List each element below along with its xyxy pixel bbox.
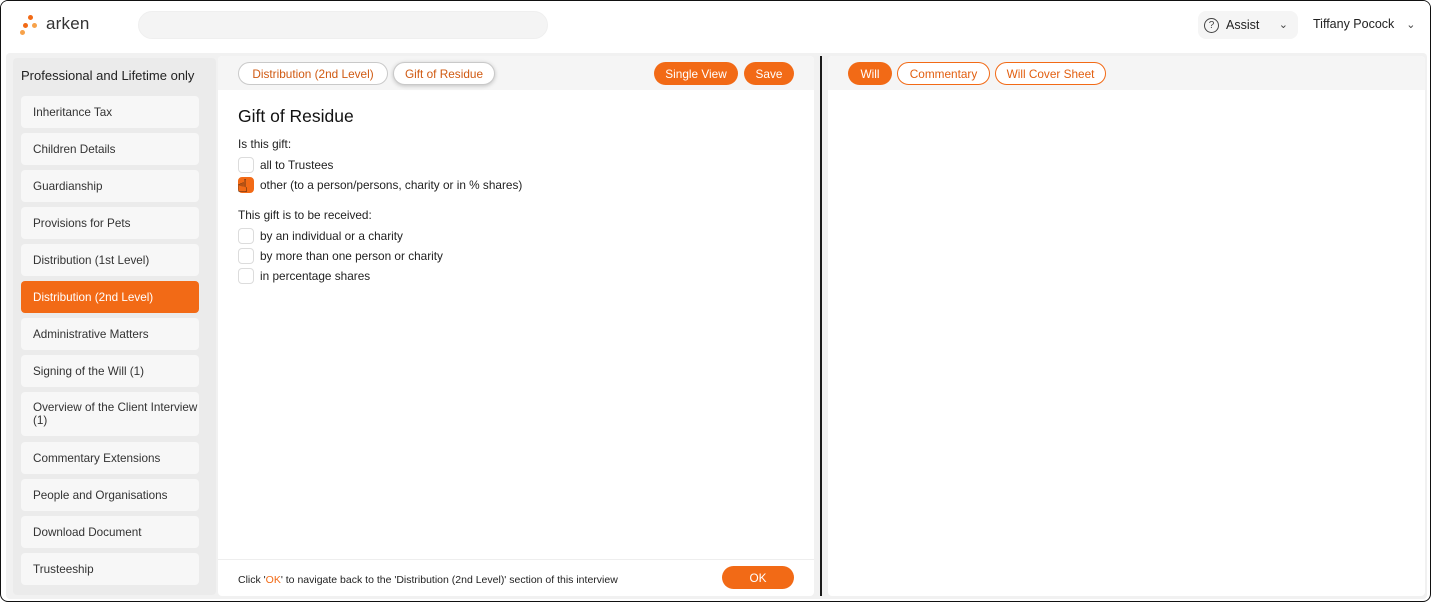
document-panel: [828, 56, 1425, 596]
tab-gift-of-residue[interactable]: Gift of Residue: [393, 62, 495, 85]
option-label: by an individual or a charity: [260, 229, 403, 243]
checkbox[interactable]: [238, 248, 254, 264]
option-label: other (to a person/persons, charity or in % shares): [260, 178, 523, 192]
checkbox[interactable]: [237, 176, 254, 196]
sidebar-title: Professional and Lifetime only: [21, 68, 195, 83]
sidebar-item-inheritance-tax[interactable]: Inheritance Tax: [21, 96, 199, 128]
sidebar-item-signing-of-the-will[interactable]: Signing of the Will (1): [21, 355, 199, 387]
panel-divider[interactable]: [820, 56, 822, 596]
form-title: Gift of Residue: [238, 106, 354, 126]
sidebar-item-children-details[interactable]: Children Details: [21, 133, 199, 165]
tab-distribution-2nd-level[interactable]: Distribution (2nd Level): [238, 62, 388, 85]
option-more-than-one[interactable]: [238, 248, 443, 264]
option-percentage-shares[interactable]: [238, 268, 370, 284]
question-label: Is this gift:: [238, 137, 292, 151]
ok-button[interactable]: OK: [722, 566, 794, 589]
user-menu[interactable]: [1313, 17, 1416, 31]
sidebar-item-commentary-extensions[interactable]: Commentary Extensions: [21, 442, 199, 474]
assist-button[interactable]: [1198, 11, 1298, 39]
checkbox[interactable]: [238, 268, 254, 284]
logo-text: arken: [46, 14, 90, 33]
option-other[interactable]: [237, 176, 523, 196]
sidebar-item-people-and-organisations[interactable]: People and Organisations: [21, 479, 199, 511]
option-label: all to Trustees: [260, 158, 334, 172]
top-bar: [1, 1, 1430, 49]
checkbox[interactable]: [238, 157, 254, 173]
arken-logo-icon: [20, 13, 42, 35]
sidebar-item-distribution-2nd-level[interactable]: Distribution (2nd Level): [21, 281, 199, 313]
tab-will-cover-sheet[interactable]: Will Cover Sheet: [995, 62, 1106, 85]
hand-pointer-icon: ☝: [237, 176, 248, 196]
sidebar-item-administrative-matters[interactable]: Administrative Matters: [21, 318, 199, 350]
option-label: in percentage shares: [260, 269, 371, 283]
tab-will[interactable]: Will: [848, 62, 892, 85]
tab-commentary[interactable]: Commentary: [897, 62, 990, 85]
sidebar-item-provisions-for-pets[interactable]: Provisions for Pets: [21, 207, 199, 239]
interview-panel-header: [218, 56, 814, 90]
search-bar[interactable]: [138, 11, 548, 39]
single-view-button[interactable]: Single View: [654, 62, 738, 85]
sidebar: [13, 58, 216, 595]
document-panel-header: [828, 56, 1425, 90]
save-button[interactable]: Save: [744, 62, 794, 85]
sidebar-item-download-document[interactable]: Download Document: [21, 516, 199, 548]
chevron-down-icon: ⌄: [1406, 18, 1416, 31]
assist-label: Assist: [1226, 18, 1260, 32]
interview-panel: [218, 56, 814, 596]
option-label: by more than one person or charity: [260, 249, 443, 263]
user-name: Tiffany Pocock: [1313, 17, 1395, 31]
sidebar-item-overview-client-interview[interactable]: Overview of the Client Interview (1): [21, 392, 199, 436]
option-individual-or-charity[interactable]: [238, 228, 403, 244]
sidebar-item-trusteeship[interactable]: Trusteeship: [21, 553, 199, 585]
chevron-down-icon: ⌄: [1278, 19, 1288, 31]
checkbox[interactable]: [238, 228, 254, 244]
footer-divider: [218, 559, 814, 560]
question-circle-icon: ?: [1204, 18, 1219, 33]
option-all-to-trustees[interactable]: [238, 157, 333, 173]
logo[interactable]: [20, 13, 90, 35]
workspace: [6, 53, 1427, 599]
sidebar-item-guardianship[interactable]: Guardianship: [21, 170, 199, 202]
sidebar-item-distribution-1st-level[interactable]: Distribution (1st Level): [21, 244, 199, 276]
question-label: This gift is to be received:: [238, 208, 372, 222]
footer-instruction: Click 'OK' to navigate back to the 'Distribution (2nd Level)' section of this interview: [238, 574, 618, 586]
